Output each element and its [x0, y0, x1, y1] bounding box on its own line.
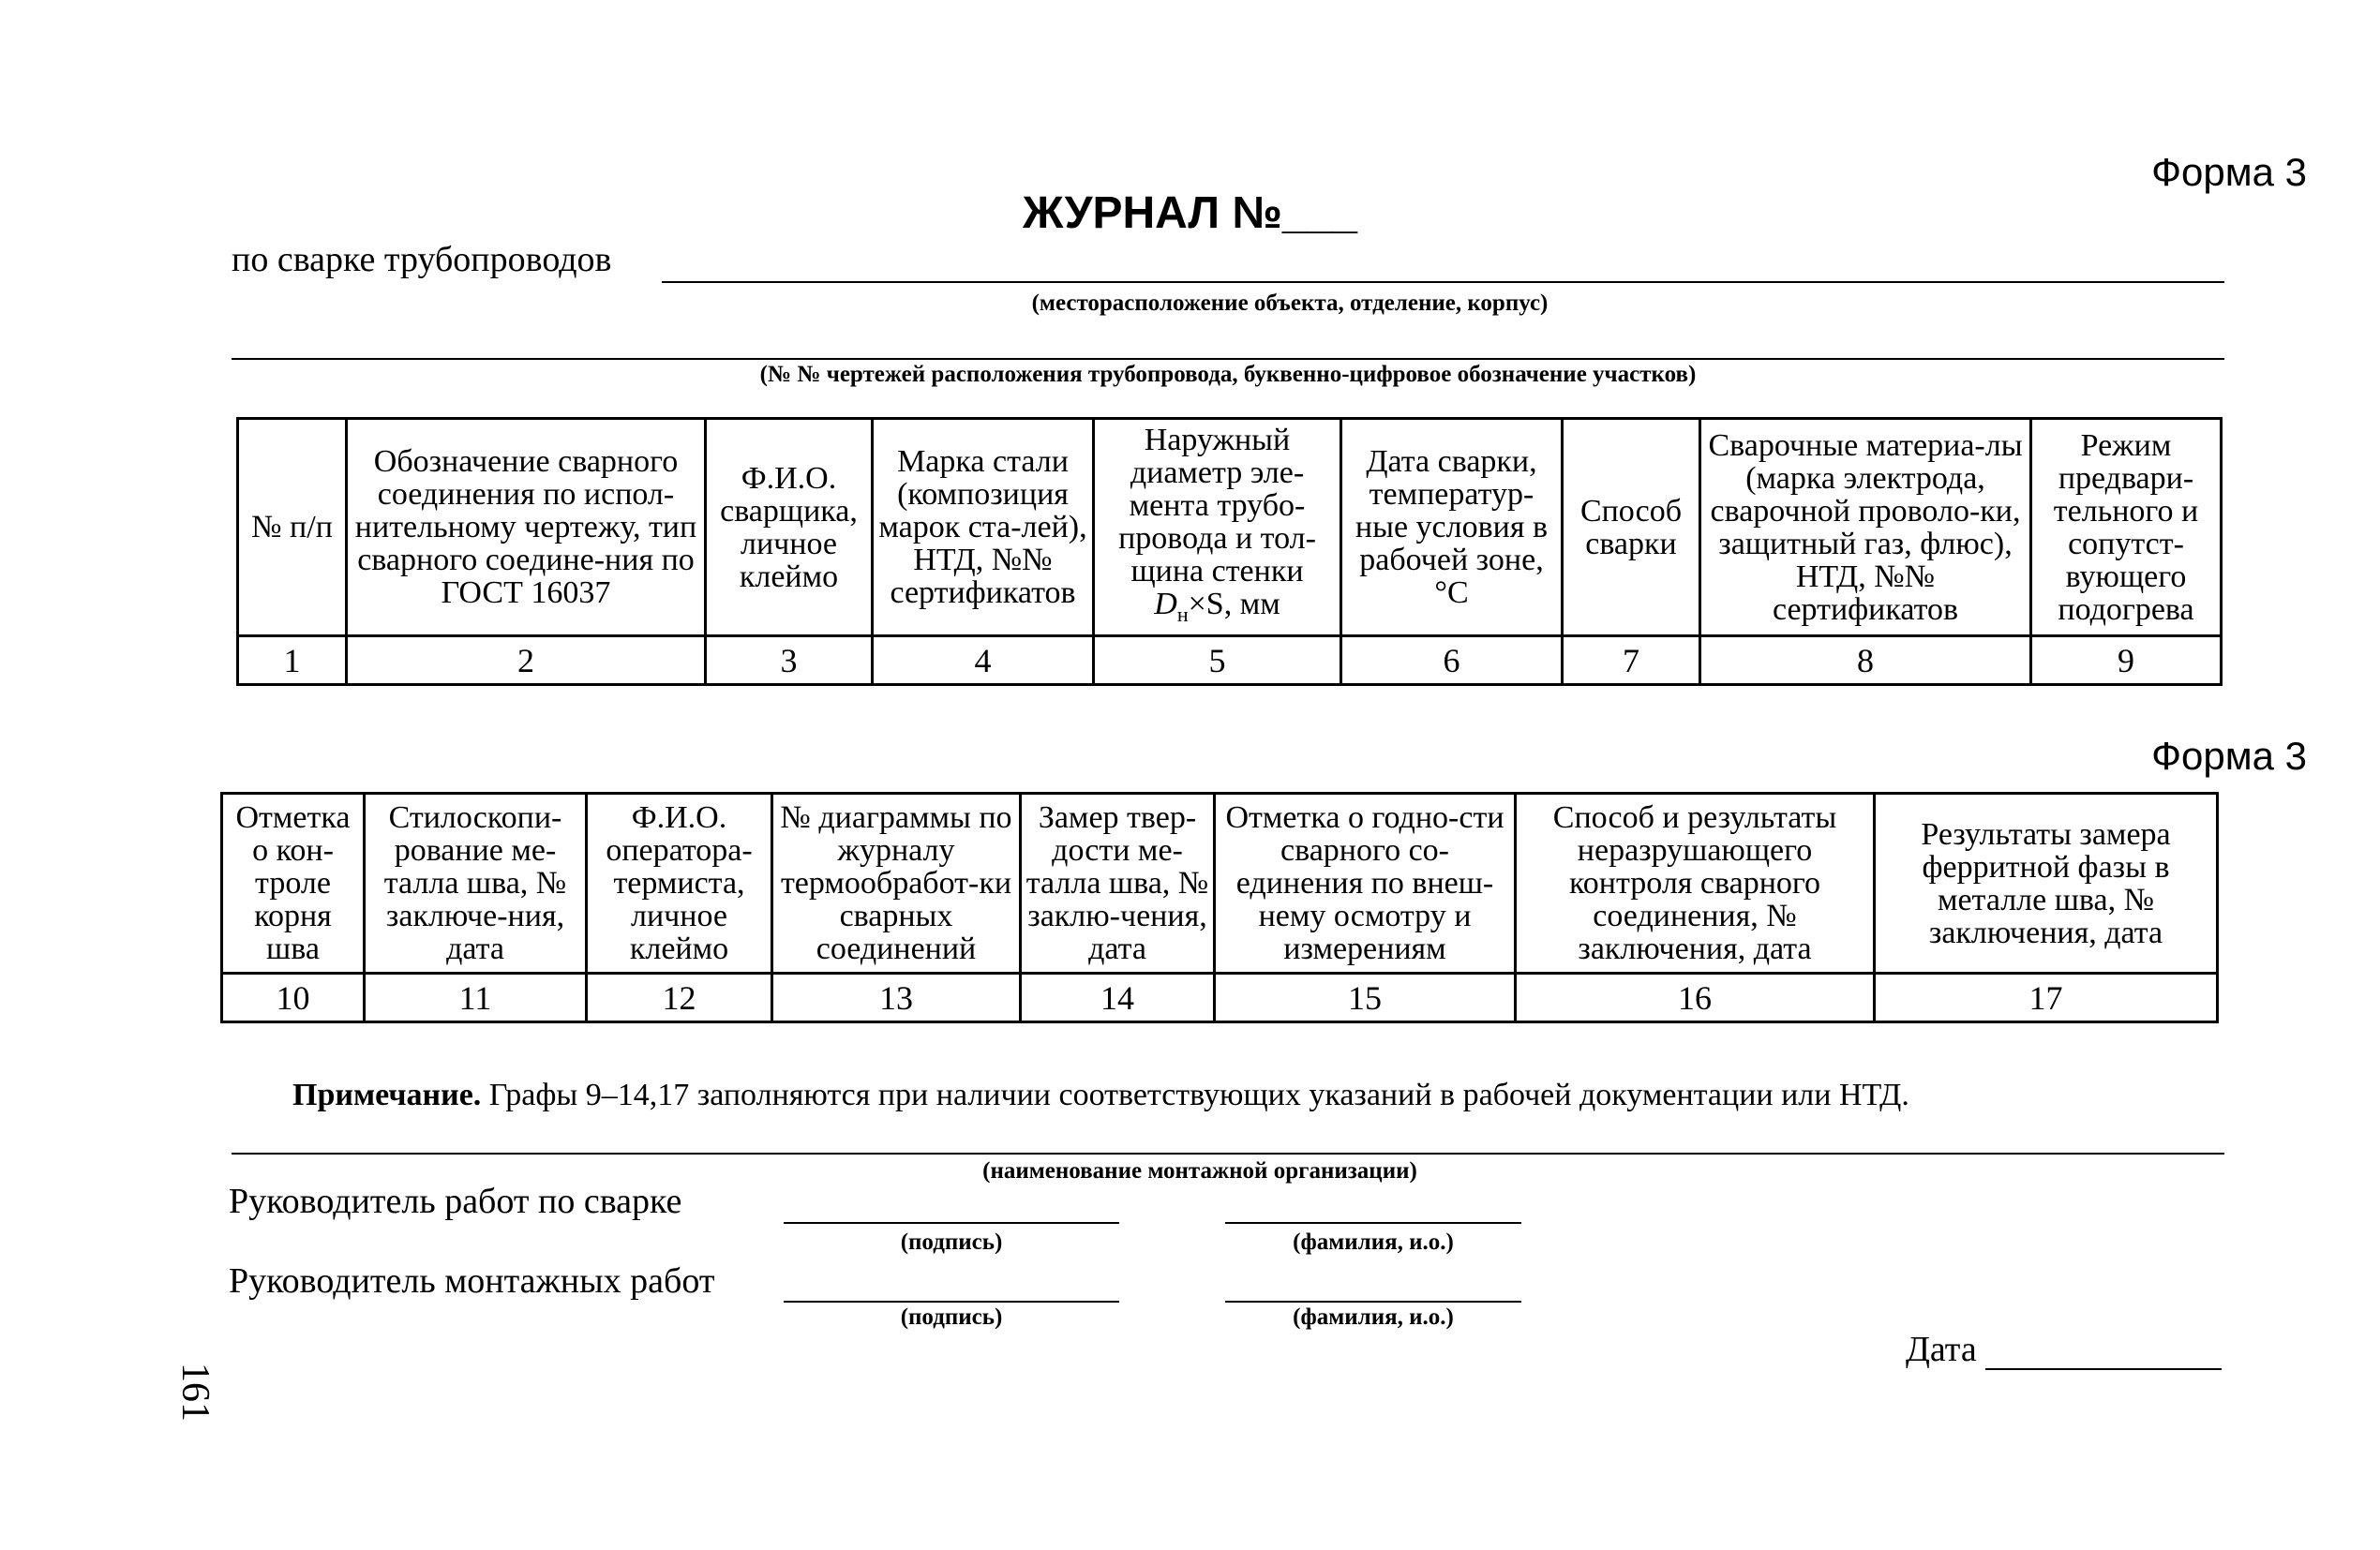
column-number: 7 [1563, 636, 1700, 685]
column-number: 12 [587, 974, 772, 1022]
header-cell: № п/п [238, 419, 347, 636]
column-number: 5 [1094, 636, 1341, 685]
date-label: Дата [1906, 1330, 1977, 1369]
journal-title: ЖУРНАЛ №___ [1023, 188, 1357, 238]
table-2-number-row [222, 974, 2218, 1022]
header-cell: Обозначение сварного соединения по испол-нительному чертежу, тип сварного соедине-ния по ГОСТ 16037 [347, 419, 706, 636]
header-cell: Результаты замера ферритной фазы в металле шва, № заключения, дата [1875, 794, 2218, 974]
column-number: 15 [1215, 974, 1516, 1022]
welding-signature-caption: (подпись) [900, 1230, 1003, 1255]
table-1-header-row [238, 419, 2222, 636]
welding-head-label: Руководитель работ по сварке [229, 1182, 682, 1221]
welding-signature-line[interactable] [784, 1222, 1119, 1224]
drawings-caption: (№ № чертежей расположения трубопровода, буквенно-цифровое обозначение участков) [759, 362, 1697, 387]
date-line[interactable] [1985, 1368, 2222, 1370]
table-2-header-row [222, 794, 2218, 974]
welding-name-caption: (фамилия, и.о.) [1293, 1230, 1454, 1255]
header-cell: Режим предвари-тельного и сопутст-вующего подогрева [2031, 419, 2222, 636]
page-number: 161 [173, 1363, 217, 1422]
header-cell: Сварочные материа-лы (марка электрода, сварочной проволо-ки, защитный газ, флюс), НТД, №№ сертификатов [1700, 419, 2031, 636]
form-label-1: Форма 3 [2151, 150, 2307, 194]
header-cell: Замер твер-дости ме-талла шва, № заклю-чения, дата [1021, 794, 1215, 974]
header-cell: Ф.И.О. оператора-термиста, личное клеймо [587, 794, 772, 974]
header-cell: Способ и результаты неразрушающего контроля сварного соединения, № заключения, дата [1516, 794, 1875, 974]
mounting-head-label: Руководитель монтажных работ [229, 1261, 715, 1301]
column-number: 4 [873, 636, 1094, 685]
formula-sub: н [1176, 602, 1189, 626]
formula-rest: ×S, мм [1188, 587, 1280, 622]
mounting-signature-line[interactable] [784, 1301, 1119, 1303]
column-number: 17 [1875, 974, 2218, 1022]
header-cell [1094, 419, 1341, 636]
note [292, 1078, 1909, 1113]
mounting-name-caption: (фамилия, и.о.) [1293, 1304, 1454, 1330]
mounting-name-line[interactable] [1225, 1301, 1521, 1303]
mounting-signature-caption: (подпись) [900, 1304, 1003, 1330]
column-number: 9 [2031, 636, 2222, 685]
column-number: 10 [222, 974, 365, 1022]
organization-line[interactable] [232, 1153, 2224, 1155]
column-number: 1 [238, 636, 347, 685]
form-label-2: Форма 3 [2151, 734, 2307, 778]
welding-name-line[interactable] [1225, 1222, 1521, 1224]
column-number: 16 [1516, 974, 1875, 1022]
note-label: Примечание. [292, 1078, 482, 1112]
column-number: 14 [1021, 974, 1215, 1022]
column-number: 6 [1341, 636, 1563, 685]
header-cell: Дата сварки, температур-ные условия в рабочей зоне, °С [1341, 419, 1563, 636]
header-text: Наружный диаметр эле-мента трубо-провода и тол-щина стенки [1118, 423, 1316, 589]
drawings-line[interactable] [232, 358, 2224, 360]
formula-d: D [1154, 587, 1177, 622]
organization-caption: (наименование монтажной организации) [982, 1158, 1417, 1184]
header-cell: Стилоскопи-рование ме-талла шва, № заключе-ния, дата [365, 794, 587, 974]
column-number: 13 [772, 974, 1021, 1022]
column-number: 11 [365, 974, 587, 1022]
header-cell: Ф.И.О. сварщика, личное клеймо [706, 419, 873, 636]
journal-table-1 [236, 417, 2223, 686]
header-cell: Марка стали (композиция марок ста-лей), НТД, №№ сертификатов [873, 419, 1094, 636]
column-number: 8 [1700, 636, 2031, 685]
column-number: 3 [706, 636, 873, 685]
header-cell: Отметка о годно-сти сварного со-единения по внеш-нему осмотру и измерениям [1215, 794, 1516, 974]
header-cell: № диаграммы по журналу термообработ-ки сварных соединений [772, 794, 1021, 974]
header-cell: Отметка о кон-троле корня шва [222, 794, 365, 974]
column-number: 2 [347, 636, 706, 685]
header-cell: Способ сварки [1563, 419, 1700, 636]
location-line[interactable] [662, 281, 2224, 283]
location-caption: (месторасположение объекта, отделение, корпус) [1031, 291, 1549, 316]
journal-table-2 [220, 792, 2219, 1023]
subject-label: по сварке трубопроводов [232, 240, 612, 279]
table-1-number-row [238, 636, 2222, 685]
note-text: Графы 9–14,17 заполняются при наличии соответствующих указаний в рабочей документации или НТД. [481, 1078, 1909, 1112]
